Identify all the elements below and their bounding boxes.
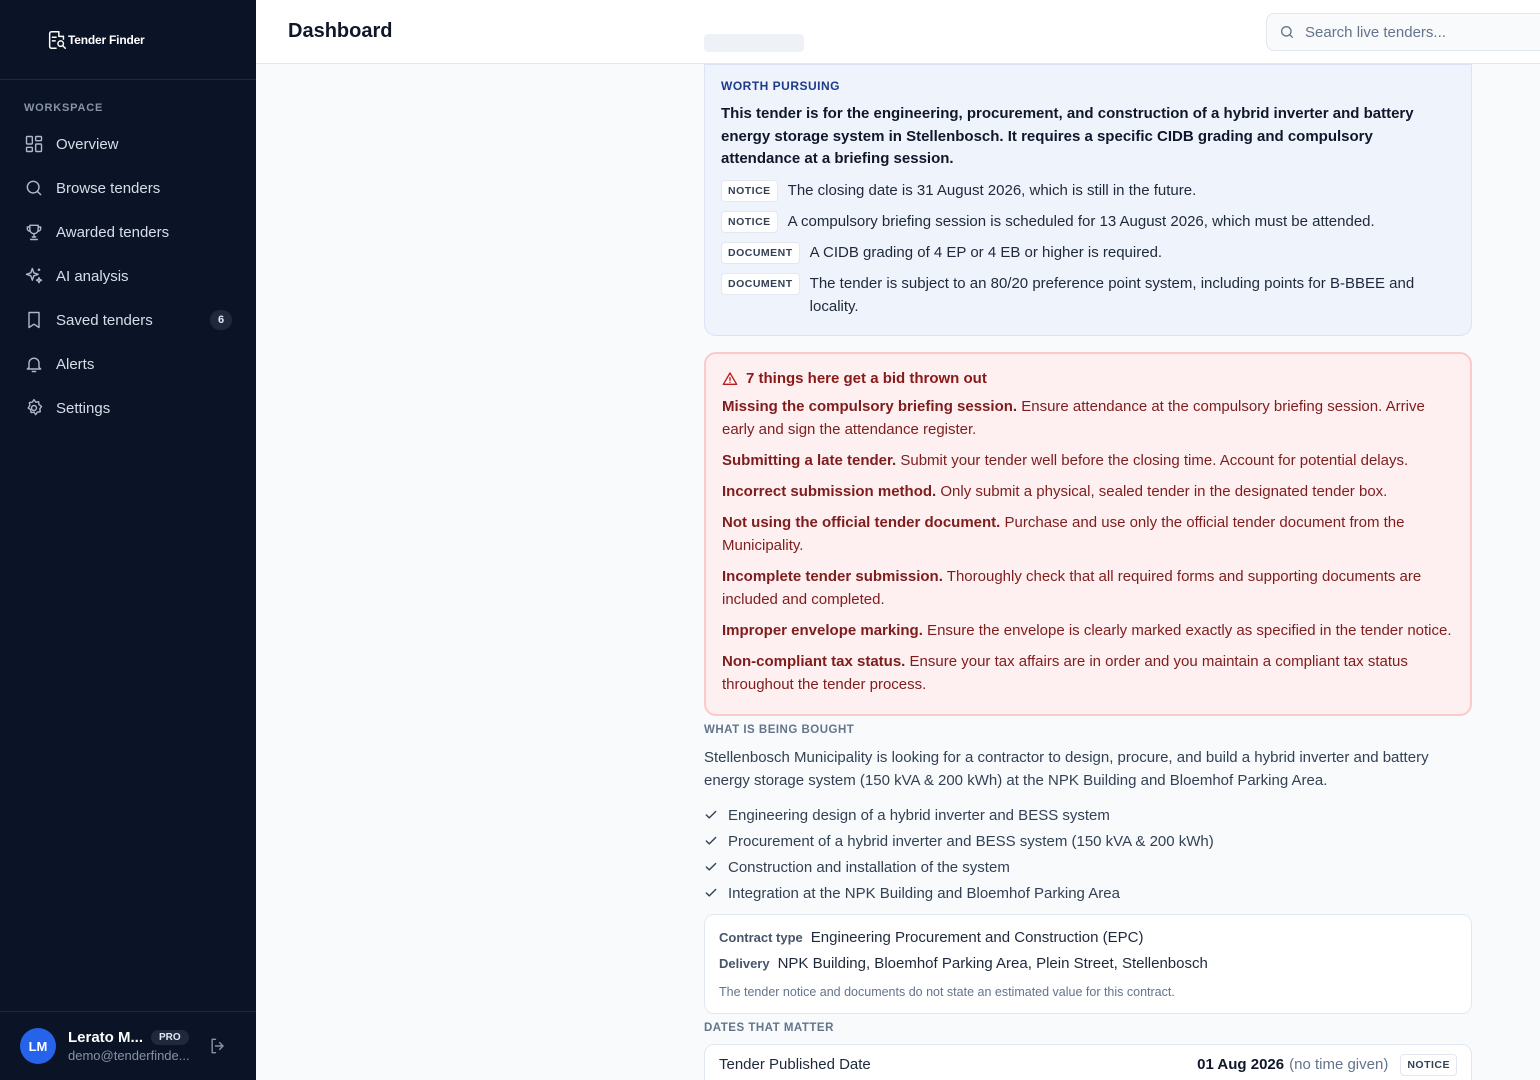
sidebar-item-settings[interactable] [0,386,256,430]
date-value [1197,1056,1388,1073]
date-name: Tender Published Date [719,1056,871,1073]
warning-triangle-icon [722,371,738,387]
avatar[interactable]: LM [20,1028,56,1064]
purchase-description: Stellenbosch Municipality is looking for a contractor to design, procure, and build a hybrid inverter and battery energy storage system (150 kVA & 200 kWh) at the NPK Building and Bloemhof Parking Area. [704,749,1429,789]
finding-text: A CIDB grading of 4 EP or 4 EB or higher is required. [809,243,1163,261]
plan-badge: PRO [151,1030,189,1045]
source-tag: DOCUMENT [721,242,800,264]
finding-text: A compulsory briefing session is scheduled for 13 August 2026, which must be attended. [787,212,1375,230]
finding-item [721,210,1455,233]
verdict-label: WORTH PURSUING [721,79,840,93]
risk-text: Ensure your tax affairs are in order and you maintain a compliant tax status throughout the tender process. [722,653,1408,693]
finding-item [721,241,1455,264]
saved-count-badge: 6 [210,310,232,330]
pursue-verdict-card [704,64,1472,336]
delivery-row [719,955,1457,981]
finding-text: The closing date is 31 August 2026, which is still in the future. [787,181,1197,199]
grid-icon [24,134,44,154]
contract-details-card [704,914,1472,1014]
source-tag: NOTICE [721,180,778,202]
page-title: Dashboard [288,20,393,42]
risk-text: Ensure attendance at the compulsory briefing session. Arrive early and sign the attendance register. [722,398,1425,438]
risk-item [722,565,1454,611]
search-icon [1279,24,1295,40]
sidebar-item-label: Overview [56,135,119,153]
bell-icon [24,354,44,374]
check-icon [704,808,718,822]
sidebar-item-saved-tenders[interactable] [0,298,256,342]
sidebar-item-alerts[interactable] [0,342,256,386]
verdict-summary: This tender is for the engineering, procurement, and construction of a hybrid inverter and battery energy storage system in Stellenbosch. It requires a specific CIDB grading and compulsory attendance at a briefing session. [721,105,1414,167]
risk-item [722,511,1454,557]
sidebar-item-ai-analysis[interactable] [0,254,256,298]
date-row [719,1045,1457,1080]
check-icon [704,860,718,874]
sidebar-item-label: AI analysis [56,267,129,285]
risk-item [722,449,1454,472]
check-icon [704,834,718,848]
sidebar-item-awarded-tenders[interactable] [0,210,256,254]
scope-item [704,828,1472,854]
sparkles-icon [24,266,44,286]
source-tag: DOCUMENT [721,273,800,295]
scope-item [704,854,1472,880]
risk-text: Purchase and use only the official tender document from the Municipality. [722,514,1405,554]
brand-name: Tender Finder [68,32,145,47]
risk-item [722,395,1454,441]
bookmark-icon [24,310,44,330]
risk-head: Non-compliant tax status. [722,653,906,670]
user-profile [0,1011,256,1080]
sidebar [0,0,256,1080]
scope-list [704,802,1472,906]
scope-item [704,802,1472,828]
brand-logo[interactable] [0,0,256,80]
risk-item [722,480,1454,503]
risks-title [722,370,1454,387]
workspace-section-label: WORKSPACE [24,102,104,114]
trophy-icon [24,222,44,242]
delivery-value: NPK Building, Bloemhof Parking Area, Plein Street, Stellenbosch [777,955,1208,972]
sidebar-item-label: Awarded tenders [56,223,170,241]
sidebar-item-label: Browse tenders [56,179,161,197]
scope-item [704,880,1472,906]
contract-type-key: Contract type [719,930,803,945]
risk-head: Incomplete tender submission. [722,568,943,585]
finding-item [721,179,1455,202]
user-name: Lerato M... [68,1029,144,1046]
scope-text: Construction and installation of the system [728,858,1010,876]
sidebar-item-label: Alerts [56,355,95,373]
tender-analysis [704,64,1472,1080]
finding-item [721,272,1455,318]
risk-item [722,619,1454,642]
user-email: demo@tenderfinde... [68,1048,190,1063]
risk-item [722,650,1454,696]
contract-type-row [719,929,1457,955]
user-info [68,1029,190,1063]
scroll-overlap-placeholder [704,34,804,52]
risk-head: Submitting a late tender. [722,452,897,469]
dates-card [704,1044,1472,1080]
logout-icon[interactable] [208,1036,228,1056]
document-search-icon [46,29,68,51]
search-box[interactable] [1266,13,1540,51]
gear-icon [24,398,44,418]
risk-text: Submit your tender well before the closing time. Account for potential delays. [896,452,1409,469]
scope-text: Procurement of a hybrid inverter and BESS system (150 kVA & 200 kWh) [728,832,1214,850]
risk-text: Thoroughly check that all required forms and supporting documents are included and completed. [722,568,1422,608]
estimated-value-note: The tender notice and documents do not state an estimated value for this contract. [719,985,1175,999]
contract-type-value: Engineering Procurement and Construction (EPC) [810,929,1144,946]
risk-text: Only submit a physical, sealed tender in the designated tender box. [936,483,1388,500]
scope-text: Engineering design of a hybrid inverter and BESS system [728,806,1110,824]
what-is-being-bought-label: WHAT IS BEING BOUGHT [704,724,855,736]
top-header [256,0,1540,64]
sidebar-item-browse-tenders[interactable] [0,166,256,210]
sidebar-item-label: Settings [56,399,111,417]
disqualification-risks-card [704,352,1472,716]
sidebar-item-overview[interactable] [0,122,256,166]
risk-head: Missing the compulsory briefing session. [722,398,1018,415]
risk-head: Improper envelope marking. [722,622,923,639]
search-input[interactable] [1305,24,1540,41]
scope-text: Integration at the NPK Building and Bloemhof Parking Area [728,884,1120,902]
risks-title-text: 7 things here get a bid thrown out [746,370,987,387]
search-icon [24,178,44,198]
risk-head: Not using the official tender document. [722,514,1001,531]
risk-text: Ensure the envelope is clearly marked exactly as specified in the tender notice. [922,622,1452,639]
delivery-key: Delivery [719,956,770,971]
sidebar-item-label: Saved tenders [56,311,153,329]
check-icon [704,886,718,900]
date-text: 01 Aug 2026 [1197,1056,1285,1073]
dates-that-matter-label: DATES THAT MATTER [704,1022,834,1034]
finding-text: The tender is subject to an 80/20 preference point system, including points for B-BBEE and locality. [809,274,1415,315]
date-time-note: (no time given) [1289,1056,1389,1073]
source-tag: NOTICE [721,211,778,233]
risk-head: Incorrect submission method. [722,483,937,500]
source-tag: NOTICE [1400,1054,1457,1076]
